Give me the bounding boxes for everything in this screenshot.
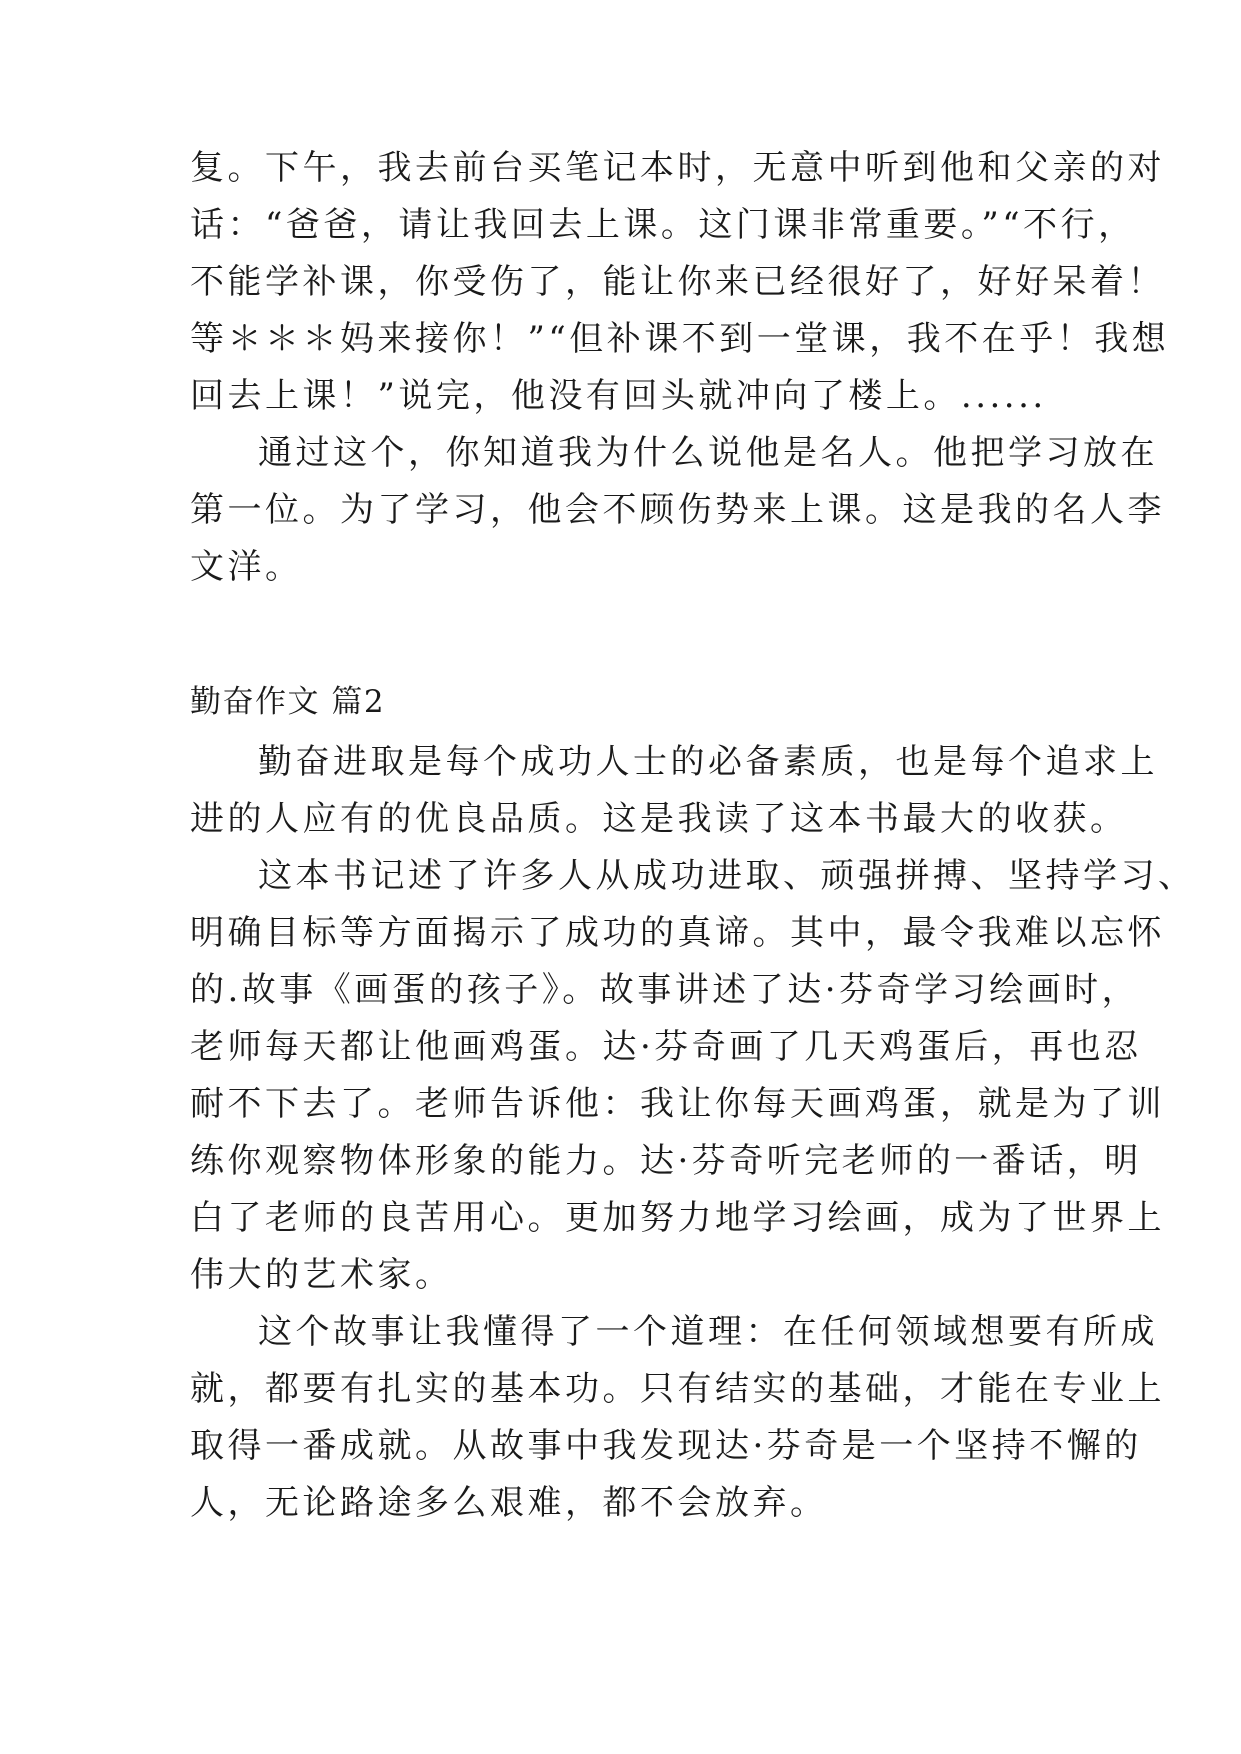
text-line: 的.故事《画蛋的孩子》。故事讲述了达·芬奇学习绘画时， <box>190 970 1140 1010</box>
text-line: 老师每天都让他画鸡蛋。达·芬奇画了几天鸡蛋后，再也忍 <box>190 1027 1142 1067</box>
text-line: 这本书记述了许多人从成功进取、顽强拼搏、坚持学习、 <box>258 856 1196 896</box>
text-line: 练你观察物体形象的能力。达·芬奇听完老师的一番话，明 <box>190 1141 1142 1181</box>
text-line: 第一位。为了学习，他会不顾伤势来上课。这是我的名人李 <box>190 490 1165 530</box>
text-line: 取得一番成就。从故事中我发现达·芬奇是一个坚持不懈的 <box>190 1426 1142 1466</box>
text-line: 耐不下去了。老师告诉他：我让你每天画鸡蛋，就是为了训 <box>190 1084 1165 1124</box>
text-line: 复。下午，我去前台买笔记本时，无意中听到他和父亲的对 <box>190 148 1165 188</box>
text-line: 不能学补课，你受伤了，能让你来已经很好了，好好呆着！ <box>190 262 1165 302</box>
text-line: 这个故事让我懂得了一个道理：在任何领域想要有所成 <box>258 1312 1158 1352</box>
text-line: 白了老师的良苦用心。更加努力地学习绘画，成为了世界上 <box>190 1198 1165 1238</box>
text-line: 就，都要有扎实的基本功。只有结实的基础，才能在专业上 <box>190 1369 1165 1409</box>
text-line: 话：“爸爸，请让我回去上课。这门课非常重要。”“不行， <box>190 205 1136 245</box>
text-line: 等＊＊＊妈来接你！”“但补课不到一堂课，我不在乎！我想 <box>190 319 1170 359</box>
text-line: 勤奋进取是每个成功人士的必备素质，也是每个追求上 <box>258 742 1158 782</box>
text-line: 回去上课！”说完，他没有回头就冲向了楼上。...... <box>190 376 1047 416</box>
text-line: 明确目标等方面揭示了成功的真谛。其中，最令我难以忘怀 <box>190 913 1165 953</box>
text-line: 通过这个，你知道我为什么说他是名人。他把学习放在 <box>258 433 1158 473</box>
text-line: 文洋。 <box>190 547 303 587</box>
text-line: 伟大的艺术家。 <box>190 1255 453 1295</box>
section-title: 勤奋作文 篇2 <box>190 684 386 720</box>
text-line: 进的人应有的优良品质。这是我读了这本书最大的收获。 <box>190 799 1128 839</box>
text-line: 人，无论路途多么艰难，都不会放弃。 <box>190 1483 828 1523</box>
